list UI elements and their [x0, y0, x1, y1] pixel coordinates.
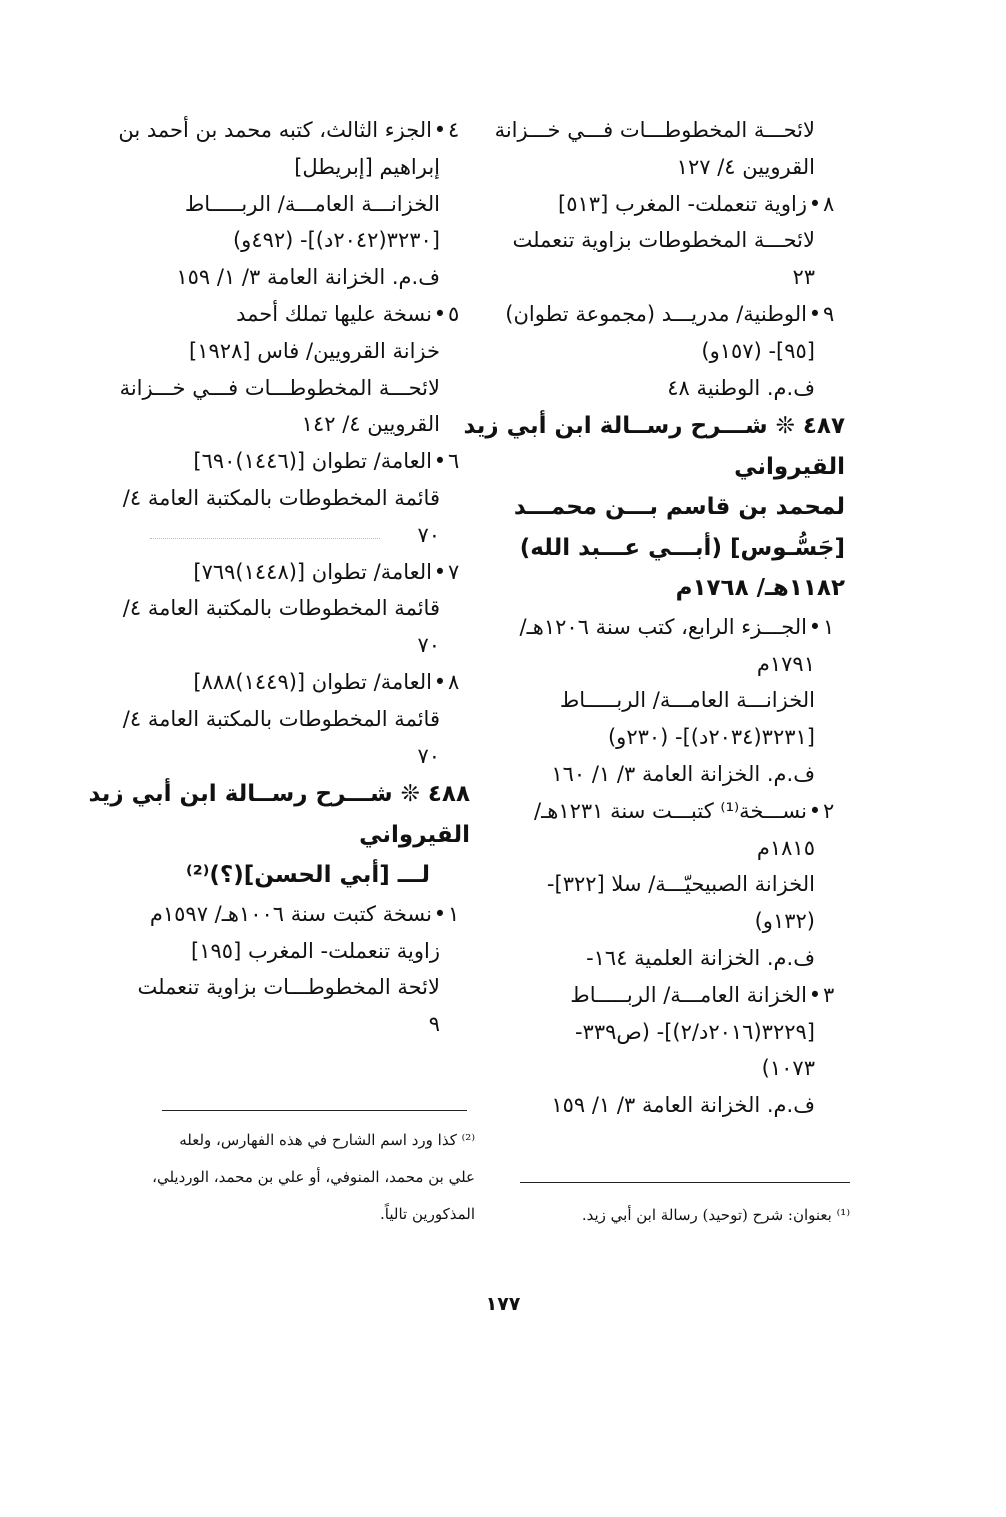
entry-heading: ٤٨٧ ❊ شـــرح رســالة ابن أبي زيد: [463, 413, 845, 440]
footnote-rule-left: [162, 1110, 467, 1111]
text-line: ٩: [428, 1012, 440, 1037]
text-line: خزانة القرويين/ فاس [١٩٢٨]: [189, 338, 440, 363]
entry-heading-line: لمحمد بن قاسم بـــن محمـــد: [513, 494, 845, 521]
text-line: زاوية تنعملت- المغرب [١٩٥]: [191, 938, 440, 963]
list-item: [515, 609, 845, 646]
text-line: ١٨١٥م: [756, 835, 815, 860]
bullet-icon: •: [433, 301, 447, 326]
bullet-icon: •: [433, 669, 447, 694]
page-number: ١٧٧: [485, 1293, 521, 1315]
text-line: ١٧٩١م: [756, 651, 815, 676]
entry-heading-line: [جَسُّـوس] (أبـــي عـــبد الله): [519, 534, 845, 561]
bullet-icon: •: [808, 982, 822, 1007]
text-line: ف.م. الوطنية ٤٨: [667, 375, 815, 400]
text-line: لائحة المخطوطـــات بزاوية تنعملت: [137, 975, 440, 1000]
text-line: الخزانـــة العامـــة/ الربـــــاط: [559, 688, 815, 713]
text-line: [٣٢٢٩(٢٠١٦د/٢)]- (ص٣٣٩-: [574, 1019, 815, 1044]
item-text: نسخة عليها تملك أحمد: [236, 301, 432, 326]
text-line: قائمة المخطوطات بالمكتبة العامة ٤/: [122, 596, 440, 621]
item-text: الوطنية/ مدريـــد (مجموعة تطوان): [505, 301, 807, 326]
footnote-left: [130, 1122, 475, 1233]
text-line: ٧٠: [417, 522, 440, 547]
bullet-icon: •: [433, 901, 447, 926]
text-line: ف.م. الخزانة العامة ٣/ ١/ ١٥٩: [551, 1093, 815, 1118]
item-number: ٧: [448, 559, 460, 584]
list-item: [515, 977, 845, 1014]
text-line: ف.م. الخزانة العامة ٣/ ١/ ١٦٠: [551, 762, 815, 787]
text-line: القرويين ٤/ ١٢٧: [676, 154, 815, 179]
text-line: ٧٠: [417, 743, 440, 768]
bullet-icon: •: [433, 118, 447, 142]
text-line: ٢٣: [792, 265, 815, 290]
entry-heading-line: ١١٨٢هـ/ ١٧٦٨م: [675, 575, 845, 602]
dotted-rule: [150, 538, 380, 539]
item-number: ٦: [448, 449, 460, 474]
entry-author: لـــ [أبي الحسن](؟)⁽²⁾: [186, 862, 430, 889]
bullet-icon: •: [808, 301, 822, 326]
item-text: العامة/ تطوان [(١٤٤٩)٨٨٨]: [193, 669, 432, 694]
list-item: [505, 296, 845, 333]
item-text: نسخة كتبت سنة ١٠٠٦هـ/ ١٥٩٧م: [149, 901, 432, 926]
text-line: إبراهيم [إبريطل]: [294, 154, 440, 179]
text-line: لائحـــة المخطوطات بزاوية تنعملت: [512, 228, 815, 253]
item-text: الجـــزء الرابع، كتب سنة ١٢٠٦هـ/: [519, 614, 807, 639]
list-item: [118, 112, 470, 149]
text-line: [٣٢٣٠(٢٠٤٢د)]- (٤٩٢و): [232, 228, 440, 253]
text-line: لائحـــة المخطوطـــات فـــي خـــزانة: [119, 375, 440, 400]
list-item: [130, 296, 470, 333]
item-text: العامة/ تطوان [(١٤٤٦)٦٩٠]: [193, 449, 432, 474]
item-number: ٩: [823, 301, 835, 326]
item-text: نســـخة⁽¹⁾ كتبـــت سنة ١٢٣١هـ/: [534, 798, 807, 823]
footnote-line: المذكورين تالياً.: [380, 1205, 475, 1223]
item-text: الخزانة العامـــة/ الربـــــاط: [570, 982, 807, 1007]
footnote-line: ⁽²⁾ كذا ورد اسم الشارح في هذه الفهارس، ولعله: [179, 1131, 475, 1149]
item-number: ٥: [448, 301, 460, 326]
text-line: الخزانة الصبيحيّـــة/ سلا [٣٢٢]-: [546, 872, 815, 897]
bullet-icon: •: [433, 559, 447, 584]
bullet-icon: •: [808, 614, 822, 639]
item-number: ٢: [823, 798, 835, 823]
entry-heading: ٤٨٨ ❊ شـــرح رســالة ابن أبي زيد: [88, 781, 470, 808]
item-text: العامة/ تطوان [(١٤٤٨)٧٦٩]: [193, 559, 432, 584]
left-column: [88, 112, 470, 1043]
text-line: قائمة المخطوطات بالمكتبة العامة ٤/: [122, 485, 440, 510]
list-item: [130, 664, 470, 701]
footnote-line: ⁽¹⁾ بعنوان: شرح (توحيد) رسالة ابن أبي زيد.: [581, 1206, 850, 1224]
item-number: ١: [823, 614, 835, 639]
item-text: الجزء الثالث، كتبه محمد بن أحمد بن: [118, 118, 432, 142]
item-text: زاوية تنعملت- المغرب [٥١٣]: [558, 191, 807, 216]
text-line: ف.م. الخزانة العامة ٣/ ١/ ١٥٩: [176, 265, 440, 290]
bullet-icon: •: [808, 798, 822, 823]
right-column: [463, 112, 845, 1124]
entry-heading-line: القيرواني: [359, 821, 470, 848]
list-item: [130, 554, 470, 591]
text-line: [٩٥]- (١٥٧و): [701, 338, 815, 363]
footnote-line: علي بن محمد، المنوفي، أو علي بن محمد، الورديلي،: [152, 1168, 475, 1186]
text-line: (١٣٢و): [754, 909, 815, 934]
bullet-icon: •: [433, 449, 447, 474]
text-line: لائحـــة المخطوطـــات فـــي خـــزانة: [494, 118, 815, 142]
item-number: ٣: [823, 982, 835, 1007]
item-number: ٨: [448, 669, 460, 694]
text-line: القرويين ٤/ ١٤٢: [301, 412, 440, 437]
text-line: الخزانـــة العامـــة/ الربـــــاط: [184, 191, 440, 216]
text-line: ٧٠: [417, 633, 440, 658]
list-item: [130, 896, 470, 933]
entry-heading-line: القيرواني: [734, 453, 845, 480]
text-line: ١٠٧٣): [761, 1056, 815, 1081]
list-item: [515, 793, 845, 830]
list-item: [130, 443, 470, 480]
footnote-right: [520, 1197, 850, 1234]
list-item: [515, 186, 845, 223]
text-line: ف.م. الخزانة العلمية ١٦٤-: [586, 946, 815, 971]
footnote-rule-right: [520, 1182, 850, 1183]
item-number: ١: [448, 901, 460, 926]
item-number: ٤: [448, 118, 460, 142]
text-line: قائمة المخطوطات بالمكتبة العامة ٤/: [122, 706, 440, 731]
bullet-icon: •: [808, 191, 822, 216]
text-line: [٣٢٣١(٢٠٣٤د)]- (٢٣٠و): [607, 725, 815, 750]
item-number: ٨: [823, 191, 835, 216]
